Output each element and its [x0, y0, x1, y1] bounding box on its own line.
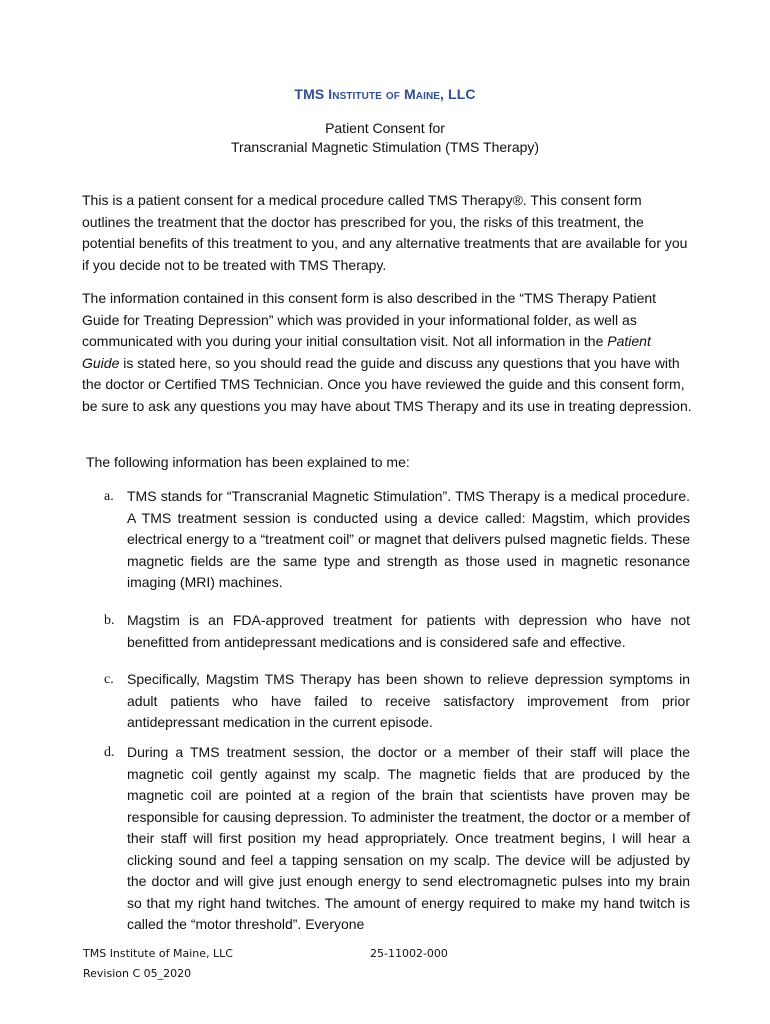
intro-paragraph-1: This is a patient consent for a medical procedure called TMS Therapy®. This consent form outlines the treatment that the doctor has prescribed for you, the risks of this treatment, the potential benefits of this treatment to you, and any alternative treatments that are available for you if you decide not to be treated with TMS Therapy.	[82, 192, 688, 273]
list-marker: b.	[104, 613, 115, 628]
organization-header: TMS Institute of Maine, LLC	[294, 86, 476, 102]
paragraph-2-text-a: The information contained in this consent form is also described in the “TMS Therapy Patient Guide for Treating Depression” which was provided in your informational folder, as well as communicated with you during your initial consultation visit. Not all information in the	[82, 290, 657, 349]
paragraph-2-text-b: is stated here, so you should read the guide and discuss any questions that you have with the doctor or Certified TMS Technician. Once you have reviewed the guide and this consent form, be sure to ask any questions you may have about TMS Therapy and its use in treating depression.	[82, 354, 692, 414]
list-item-d	[104, 742, 690, 936]
list-item-text: During a TMS treatment session, the doctor or a member of their staff will place the magnetic coil gently against my scalp. The magnetic fields that are produced by the magnetic coil are pointed at a region of the brain that scientists have proven may be responsible for causing depression. To administer the treatment, the doctor or a member of their staff will first position my head appropriately. Once treatment begins, I will hear a clicking sound and feel a tapping sensation on my scalp. The device will be adjusted by the doctor and will give just enough energy to send electromagnetic pulses into my brain so that my right hand twitches. The amount of energy required to make my hand twitch is called the “motor threshold”. Everyone	[127, 744, 690, 932]
footer-organization: TMS Institute of Maine, LLC	[83, 947, 233, 960]
footer-revision: Revision C 05_2020	[83, 967, 192, 980]
list-item-c	[104, 669, 690, 734]
intro-paragraph-2	[82, 288, 692, 417]
page-footer	[83, 944, 583, 984]
intro-paragraph-3: The following information has been explained to me:	[86, 454, 410, 470]
list-item-a	[104, 486, 690, 594]
list-marker: d.	[104, 745, 115, 760]
list-item-b	[104, 610, 690, 653]
list-item-text: Magstim is an FDA-approved treatment for patients with depression who have not benefitted from antidepressant medications and is considered safe and effective.	[127, 612, 690, 650]
patient-guide-italic: Patient Guide	[82, 333, 651, 371]
list-marker: c.	[104, 672, 114, 687]
list-item-text: TMS stands for “Transcranial Magnetic Stimulation”. TMS Therapy is a medical procedure. A TMS treatment session is conducted using a device called: Magstim, which provides electrical energy to a “treatment coil” or magnet that delivers pulsed magnetic fields. These magnetic fields are the same type and strength as those used in magnetic resonance imaging (MRI) machines.	[127, 488, 690, 590]
list-item-text: Specifically, Magstim TMS Therapy has been shown to relieve depression symptoms in adult patients who have failed to receive satisfactory improvement from prior antidepressant medication in the current episode.	[127, 671, 690, 730]
title-line-1: Patient Consent for	[325, 120, 445, 136]
footer-document-number: 25-11002-000	[370, 947, 448, 960]
document-title	[0, 119, 770, 157]
title-line-2: Transcranial Magnetic Stimulation (TMS Therapy)	[230, 139, 540, 155]
list-marker: a.	[104, 489, 114, 504]
